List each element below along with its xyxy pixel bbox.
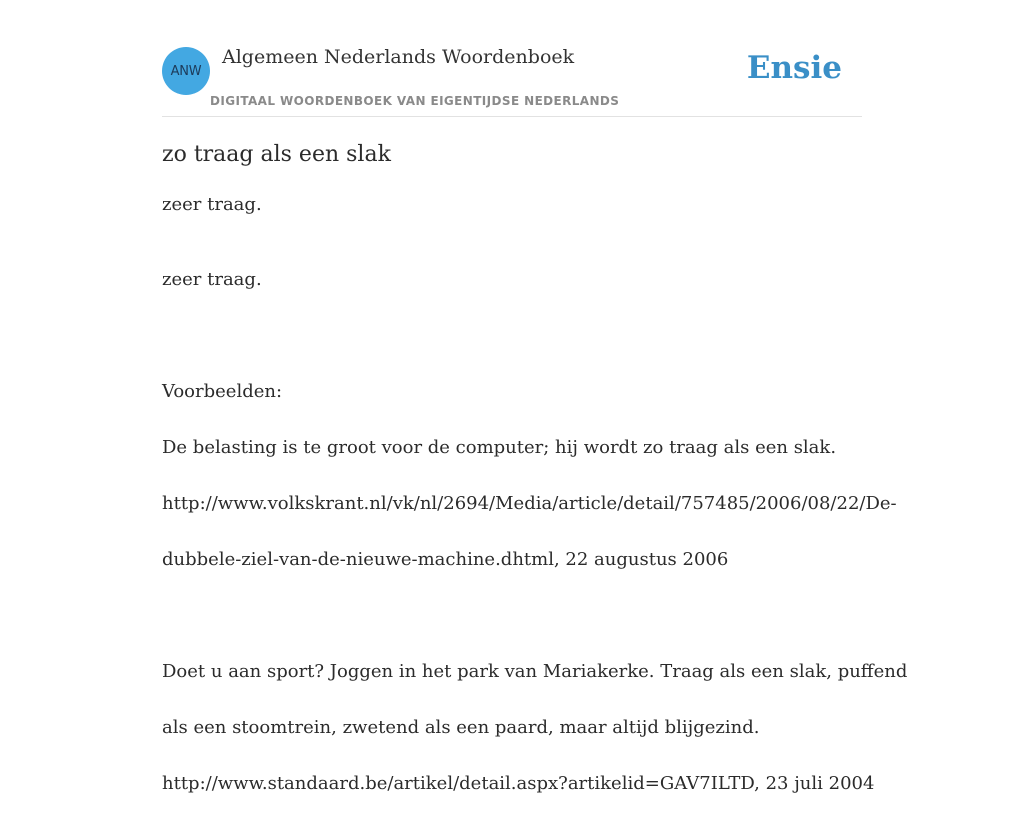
- short-meaning: zeer traag.: [162, 194, 262, 215]
- spacer: [162, 602, 862, 630]
- example-2-sentence-cont: als een stoomtrein, zwetend als een paard, maar altijd blijgezind.: [162, 717, 760, 738]
- meaning-text: zeer traag.: [162, 269, 262, 290]
- entry-body: [162, 238, 908, 826]
- site-title[interactable]: Algemeen Nederlands Woordenboek: [222, 46, 575, 68]
- example-1-source-date: dubbele-ziel-van-de-nieuwe-machine.dhtml, 22 augustus 2006: [162, 549, 729, 570]
- spacer: [162, 322, 862, 350]
- example-1-sentence: De belasting is te groot voor de computer; hij wordt zo traag als een slak.: [162, 437, 837, 458]
- anw-logo[interactable]: [162, 47, 210, 95]
- example-2-sentence: Doet u aan sport? Joggen in het park van Mariakerke. Traag als een slak, puffend: [162, 661, 908, 682]
- example-2-source: http://www.standaard.be/artikel/detail.aspx?artikelid=GAV7ILTD, 23 juli 2004: [162, 773, 875, 794]
- example-1-source-url: http://www.volkskrant.nl/vk/nl/2694/Media/article/detail/757485/2006/08/22/De-: [162, 493, 897, 514]
- site-header: [162, 38, 862, 117]
- entry-content: [162, 138, 908, 826]
- ensie-brand-link[interactable]: Ensie: [746, 50, 842, 86]
- logo-text: ANW: [170, 63, 202, 79]
- entry-title: zo traag als een slak: [162, 142, 391, 167]
- site-subtitle: DIGITAAL WOORDENBOEK VAN EIGENTIJDSE NEDERLANDS: [210, 94, 620, 108]
- examples-label: Voorbeelden:: [162, 381, 283, 402]
